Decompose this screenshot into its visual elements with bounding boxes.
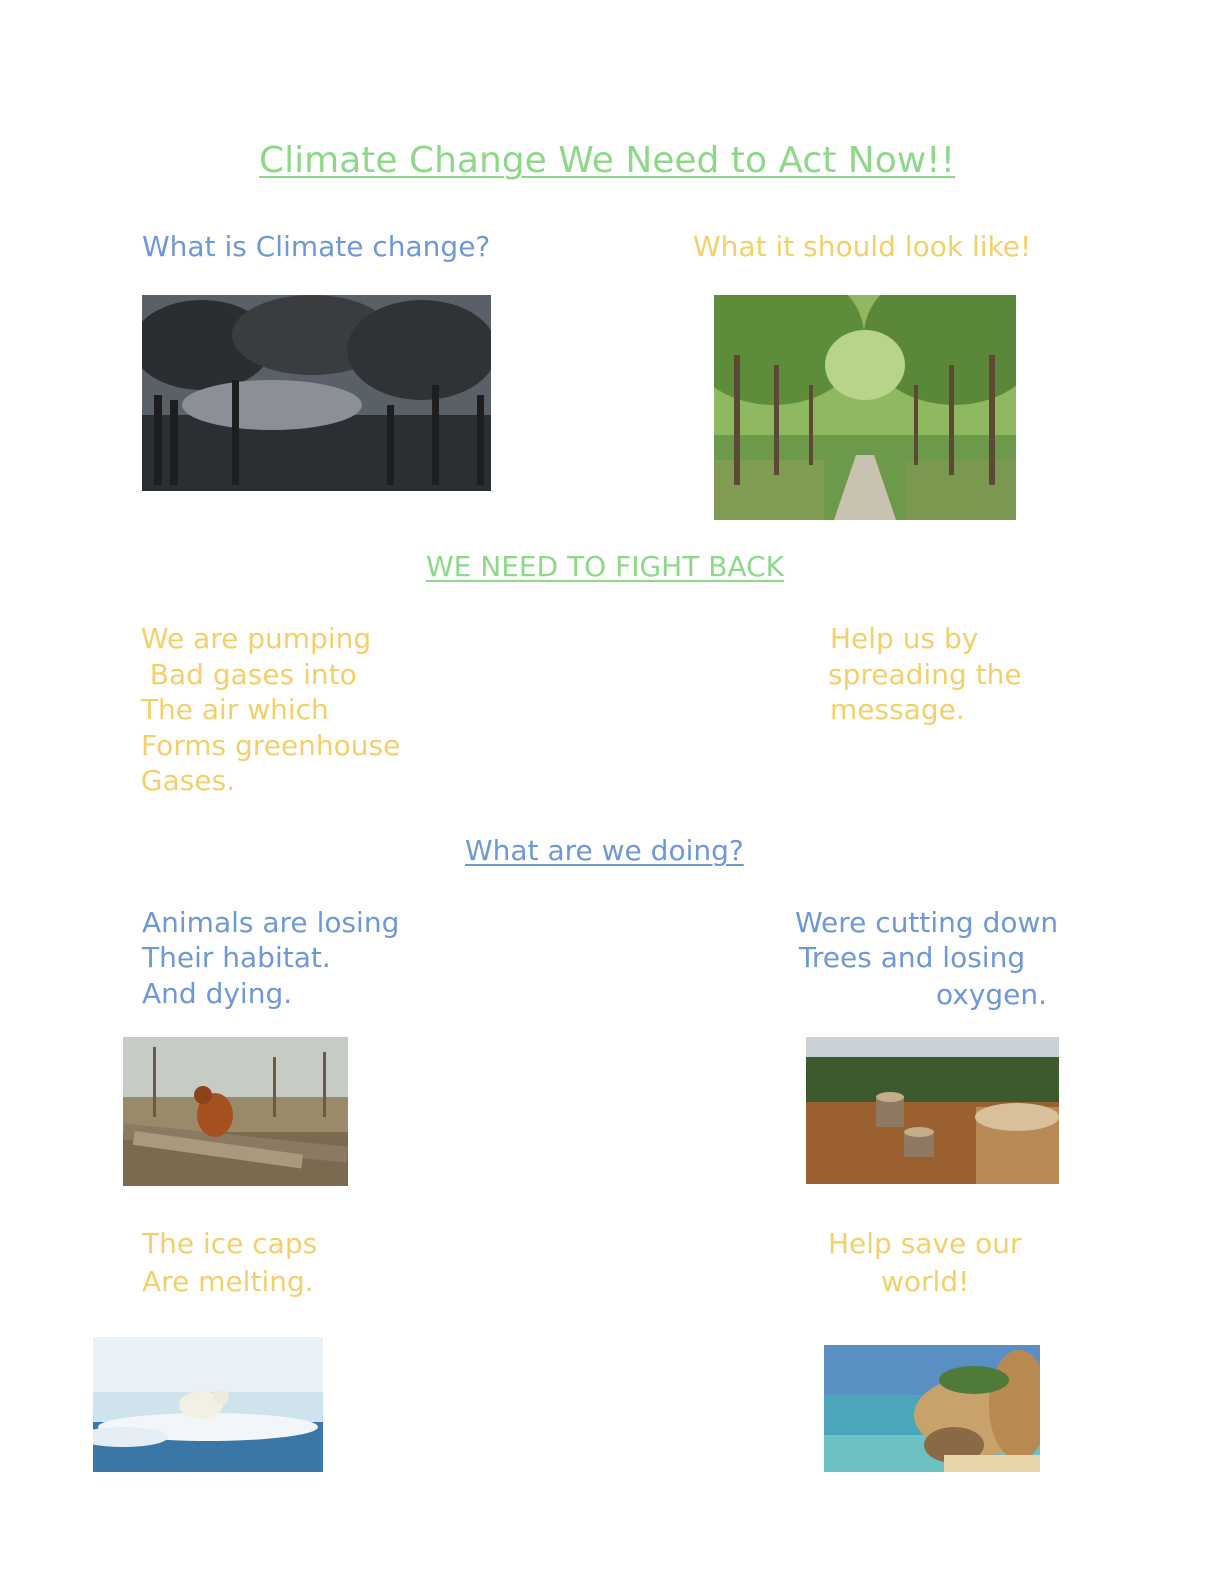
trees-line-1: Were cutting down (795, 906, 1059, 939)
factory-smoke-photo (142, 295, 491, 491)
trees-line-3: oxygen. (936, 978, 1048, 1011)
pumping-line-2: Bad gases into (132, 658, 357, 691)
ice-line-1: The ice caps (142, 1227, 318, 1260)
tropical-beach-photo (824, 1345, 1040, 1472)
pumping-line-3: The air which (132, 693, 329, 726)
heading-what-is-climate-change: What is Climate change? (142, 230, 491, 263)
pumping-line-1: We are pumping (132, 622, 372, 655)
polar-bear-ice-photo (93, 1337, 323, 1472)
save-line-1: Help save our (828, 1227, 1022, 1260)
trees-line-2: Trees and losing (790, 941, 1026, 974)
tree-avenue-photo (714, 295, 1016, 520)
pumping-line-5: Gases. (132, 764, 236, 797)
animals-line-1: Animals are losing (142, 906, 400, 939)
help-line-1: Help us by (830, 622, 979, 655)
help-line-3: message. (830, 693, 965, 726)
ice-line-2: Are melting. (142, 1265, 314, 1298)
animals-line-3: And dying. (142, 977, 293, 1010)
pumping-line-4: Forms greenhouse (141, 729, 401, 762)
heading-fight-back: WE NEED TO FIGHT BACK (426, 550, 785, 583)
heading-what-it-should-look-like: What it should look like! (693, 230, 1032, 263)
animals-line-2: Their habitat. (142, 941, 331, 974)
heading-what-are-we-doing: What are we doing? (465, 834, 744, 867)
help-line-2: spreading the (828, 658, 1022, 691)
orangutan-deforestation-photo (123, 1037, 348, 1186)
save-line-2: world! (881, 1265, 970, 1298)
page-title: Climate Change We Need to Act Now!! (259, 140, 956, 181)
tree-stumps-photo (806, 1037, 1059, 1184)
